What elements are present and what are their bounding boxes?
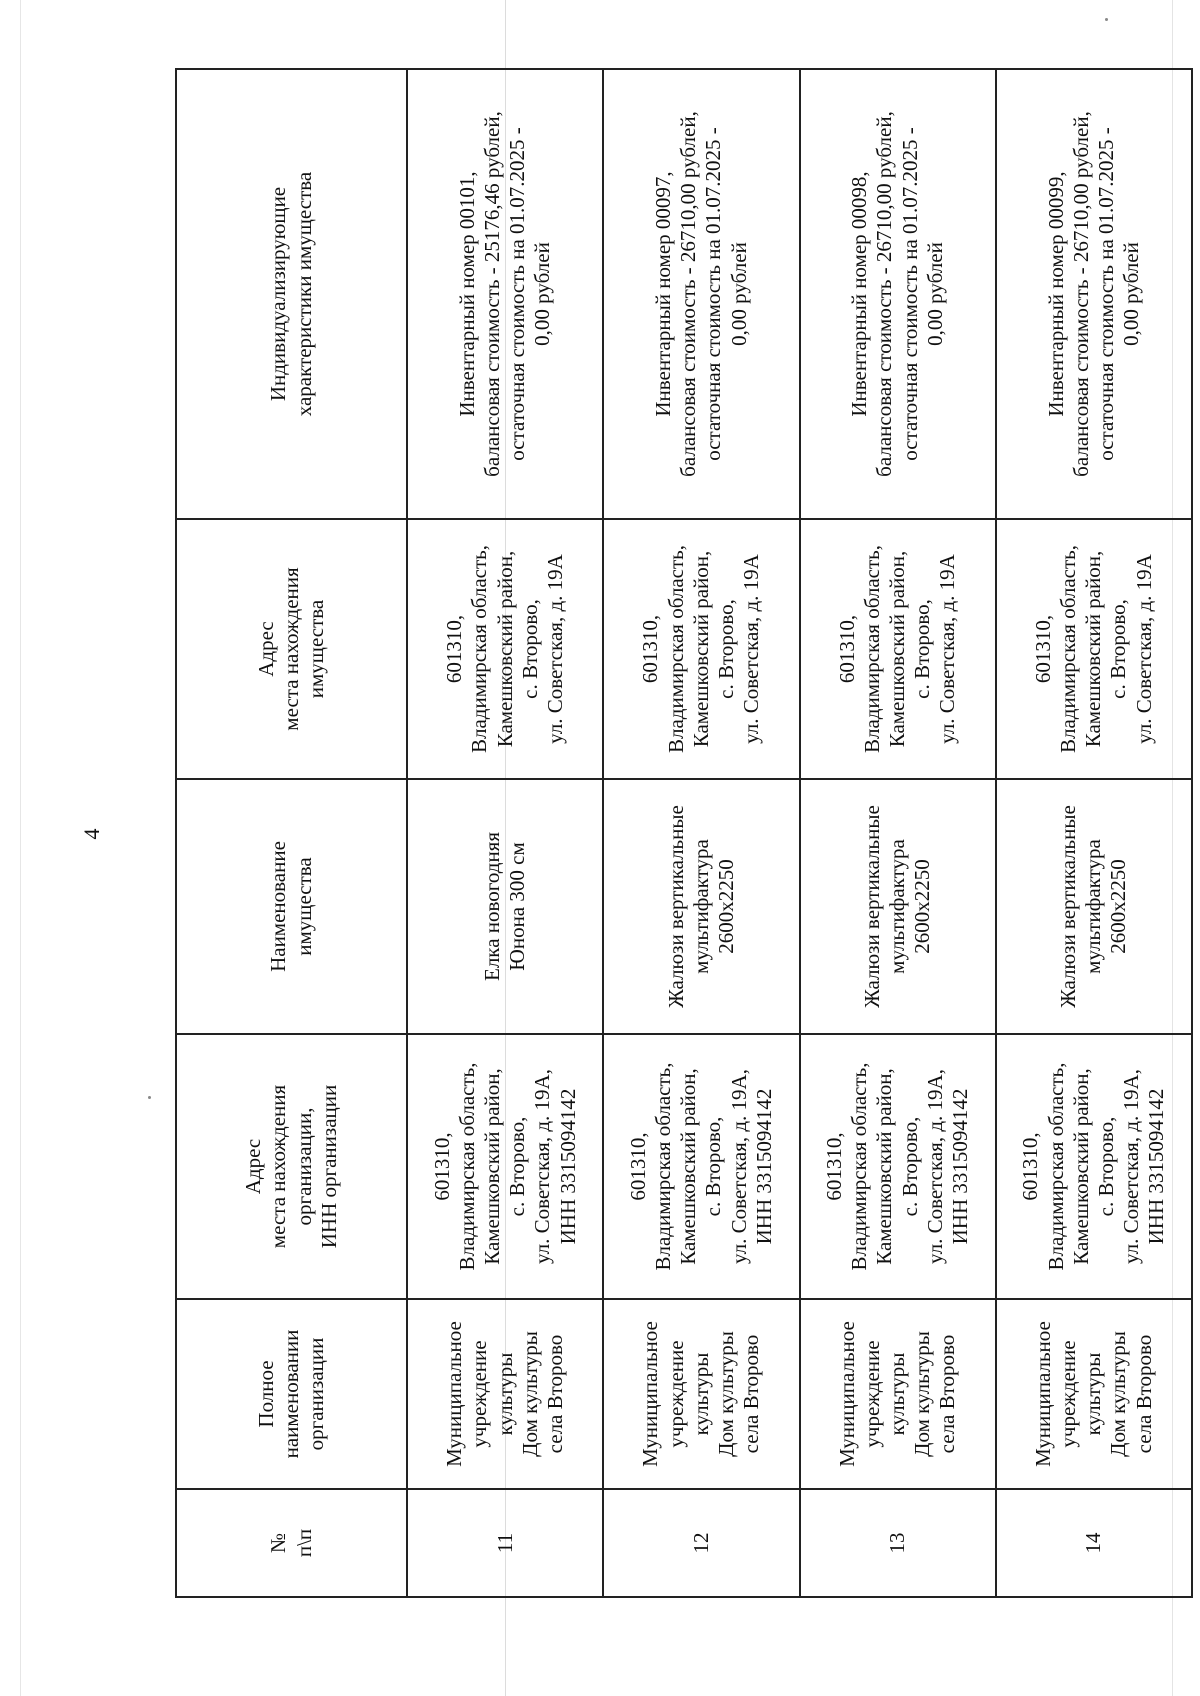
row-number: 13: [800, 1489, 996, 1597]
org-address-cell: 601310, Владимирская область, Камешковский район, с. Второво, ул. Советская, д. 19А, ИНН 3315094142: [800, 1034, 996, 1299]
header-characteristics: Индивидуализирующие характеристики имущества: [176, 69, 407, 519]
property-address-cell: 601310, Владимирская область, Камешковский район, с. Второво, ул. Советская, д. 19А: [603, 519, 799, 779]
table-header-row: [176, 69, 407, 1597]
row-number: 14: [996, 1489, 1192, 1597]
org-name-cell: Муниципальное учреждение культуры Дом культуры села Второво: [800, 1299, 996, 1489]
property-address-cell: 601310, Владимирская область, Камешковский район, с. Второво, ул. Советская, д. 19А: [800, 519, 996, 779]
property-address-cell: 601310, Владимирская область, Камешковский район, с. Второво, ул. Советская, д. 19А: [996, 519, 1192, 779]
scan-margin-line: [20, 0, 21, 1696]
org-name-cell: Муниципальное учреждение культуры Дом культуры села Второво: [603, 1299, 799, 1489]
characteristics-cell: Инвентарный номер 00101, балансовая стоимость - 25176,46 рублей, остаточная стоимость на 01.07.2025 - 0,00 рублей: [407, 69, 603, 519]
property-name-cell: Жалюзи вертикальные мультифактура 2600х2250: [800, 779, 996, 1034]
property-address-cell: 601310, Владимирская область, Камешковский район, с. Второво, ул. Советская, д. 19А: [407, 519, 603, 779]
property-name-cell: Елка новогодняя Юнона 300 см: [407, 779, 603, 1034]
header-org-address: Адрес места нахождения организации, ИНН организации: [176, 1034, 407, 1299]
page-number: 4: [79, 828, 104, 840]
table-row: [800, 69, 996, 1597]
row-number: 12: [603, 1489, 799, 1597]
rotated-page: [79, 70, 1193, 1598]
header-property-address: Адрес места нахождения имущества: [176, 519, 407, 779]
table-row: [996, 69, 1192, 1597]
org-name-cell: Муниципальное учреждение культуры Дом культуры села Второво: [407, 1299, 603, 1489]
characteristics-cell: Инвентарный номер 00097, балансовая стоимость - 26710,00 рублей, остаточная стоимость на 01.07.2025 - 0,00 рублей: [603, 69, 799, 519]
header-num: № п\п: [176, 1489, 407, 1597]
property-name-cell: Жалюзи вертикальные мультифактура 2600х2250: [603, 779, 799, 1034]
org-address-cell: 601310, Владимирская область, Камешковский район, с. Второво, ул. Советская, д. 19А, ИНН 3315094142: [407, 1034, 603, 1299]
org-name-cell: Муниципальное учреждение культуры Дом культуры села Второво: [996, 1299, 1192, 1489]
header-property-name: Наименование имущества: [176, 779, 407, 1034]
table-row: [407, 69, 603, 1597]
characteristics-cell: Инвентарный номер 00099, балансовая стоимость - 26710,00 рублей, остаточная стоимость на 01.07.2025 - 0,00 рублей: [996, 69, 1192, 519]
property-table: [175, 68, 1193, 1598]
characteristics-cell: Инвентарный номер 00098, балансовая стоимость - 26710,00 рублей, остаточная стоимость на 01.07.2025 - 0,00 рублей: [800, 69, 996, 519]
table-row: [603, 69, 799, 1597]
row-number: 11: [407, 1489, 603, 1597]
org-address-cell: 601310, Владимирская область, Камешковский район, с. Второво, ул. Советская, д. 19А, ИНН 3315094142: [603, 1034, 799, 1299]
header-org-name: Полное наименовании организации: [176, 1299, 407, 1489]
scan-speck: [1105, 18, 1108, 21]
scan-speck: [148, 1096, 151, 1099]
org-address-cell: 601310, Владимирская область, Камешковский район, с. Второво, ул. Советская, д. 19А, ИНН 3315094142: [996, 1034, 1192, 1299]
property-name-cell: Жалюзи вертикальные мультифактура 2600х2250: [996, 779, 1192, 1034]
